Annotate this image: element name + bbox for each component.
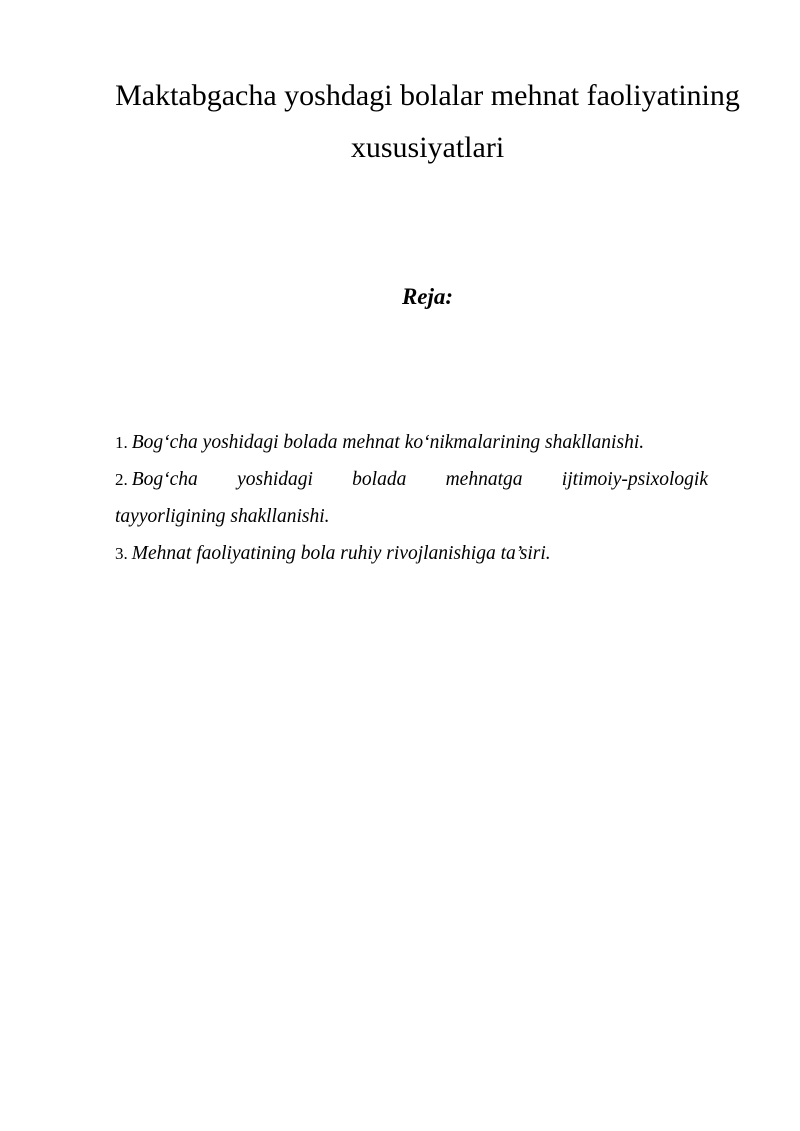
plan-item-line <box>115 461 708 498</box>
plan-item-number: 1. <box>115 433 128 452</box>
document-title <box>110 70 745 174</box>
plan-item-number: 3. <box>115 544 128 563</box>
plan-item <box>115 535 708 572</box>
plan-item-text: Bog‘cha yoshidagi bolada mehnatga ijtimoiy-psixologik <box>131 469 708 490</box>
plan-item-text-continuation: tayyorligining shakllanishi. <box>115 506 330 527</box>
plan-item <box>115 424 708 461</box>
plan-item-text: Bog‘cha yoshidagi bolada mehnat ko‘nikmalarining shakllanishi. <box>131 432 645 453</box>
plan-item <box>115 461 708 535</box>
plan-heading: Reja: <box>401 284 454 309</box>
document-title-line-2: xususiyatlari <box>350 131 505 164</box>
plan-item-number: 2. <box>115 470 128 489</box>
plan-list <box>115 424 708 572</box>
document-title-line-1: Maktabgacha yoshdagi bolalar mehnat faoliyatining <box>115 79 740 112</box>
plan-item-text: Mehnat faoliyatining bola ruhiy rivojlanishiga ta’siri. <box>131 543 551 564</box>
